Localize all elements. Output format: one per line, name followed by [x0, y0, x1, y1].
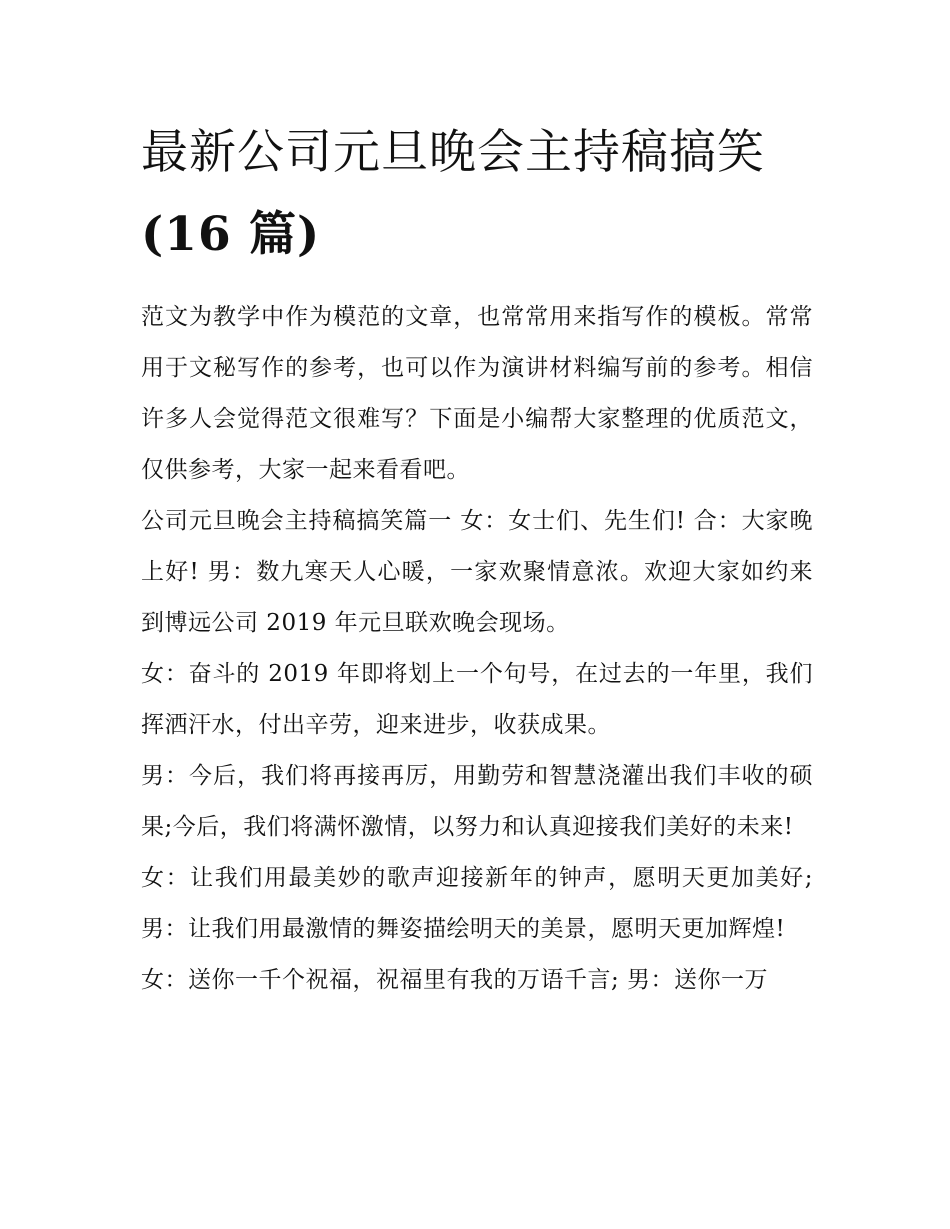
paragraph-intro: 范文为教学中作为模范的文章，也常常用来指写作的模板。常常用于文秘写作的参考，也可以作为演讲材料编写前的参考。相信许多人会觉得范文很难写？下面是小编帮大家整理的优质范文，仅供参考，大家一起来看看吧。 — [141, 304, 813, 483]
paragraph-1: 公司元旦晚会主持稿搞笑篇一 女：女士们、先生们! 合：大家晚上好! 男：数九寒天人心暖，一家欢聚情意浓。欢迎大家如约来到博远公司 2019 年元旦联欢晚会现场。 — [141, 508, 813, 636]
document-title — [141, 112, 813, 276]
title-line-1: 最新公司元旦晚会主持稿搞笑 — [141, 125, 765, 180]
paragraph-5: 女：送你一千个祝福，祝福里有我的万语千言; 男：送你一万 — [141, 967, 769, 993]
paragraph-2: 女：奋斗的 2019 年即将划上一个句号，在过去的一年里，我们挥洒汗水，付出辛劳，迎来进步，收获成果。 — [141, 661, 813, 738]
paragraph-4: 女：让我们用最美妙的歌声迎接新年的钟声，愿明天更加美好; 男：让我们用最激情的舞姿描绘明天的美景，愿明天更加辉煌! — [141, 865, 813, 942]
paragraph-3: 男：今后，我们将再接再厉，用勤劳和智慧浇灌出我们丰收的硕果;今后，我们将满怀激情，以努力和认真迎接我们美好的未来! — [141, 763, 813, 840]
document-content — [141, 112, 813, 1006]
title-line-2: (16 篇) — [141, 207, 321, 262]
